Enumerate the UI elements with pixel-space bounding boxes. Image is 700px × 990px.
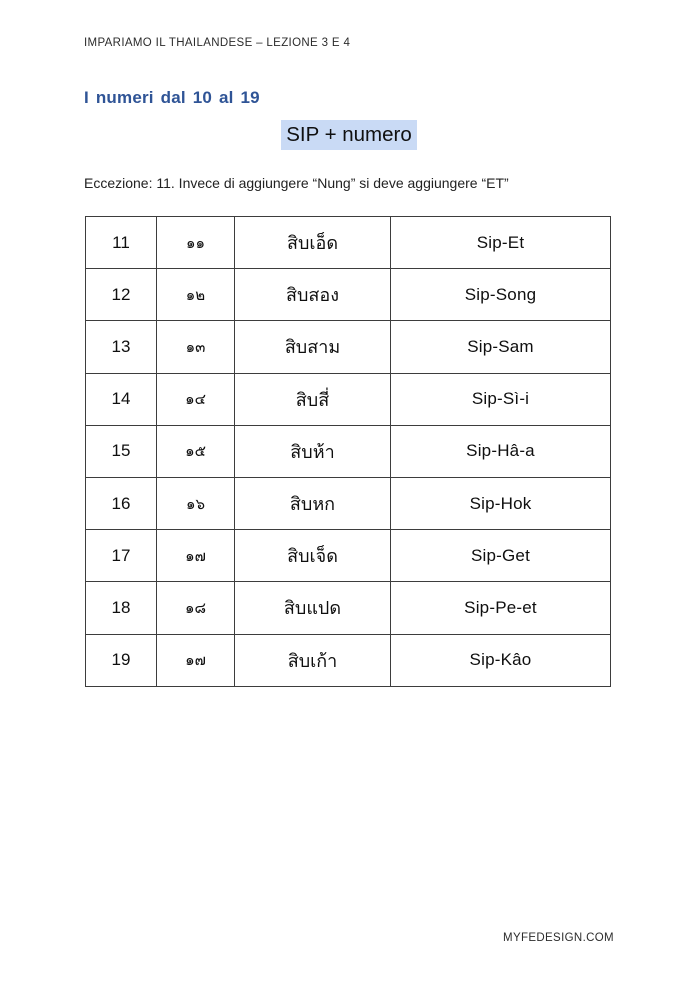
cell-thai-numeral: ๑๑ xyxy=(157,217,235,269)
table-row xyxy=(86,321,611,373)
table-row xyxy=(86,477,611,529)
cell-thai-numeral: ๑๓ xyxy=(157,321,235,373)
cell-thai-script: สิบแปด xyxy=(235,582,391,634)
document-footer: MYFEDESIGN.COM xyxy=(503,932,614,944)
cell-thai-numeral: ๑๗ xyxy=(157,530,235,582)
cell-thai-numeral: ๑๔ xyxy=(157,373,235,425)
section-title: I numeri dal 10 al 19 xyxy=(84,88,260,107)
table-row xyxy=(86,217,611,269)
cell-arabic-number: 18 xyxy=(86,582,157,634)
exception-note: Eccezione: 11. Invece di aggiungere “Nung” si deve aggiungere “ET” xyxy=(84,175,509,191)
table-row xyxy=(86,425,611,477)
cell-transliteration: Sip-Hâ-a xyxy=(391,425,611,477)
cell-thai-script: สิบสาม xyxy=(235,321,391,373)
cell-transliteration: Sip-Sì-i xyxy=(391,373,611,425)
cell-arabic-number: 19 xyxy=(86,634,157,686)
cell-thai-script: สิบหก xyxy=(235,477,391,529)
cell-arabic-number: 11 xyxy=(86,217,157,269)
table-row xyxy=(86,269,611,321)
cell-arabic-number: 14 xyxy=(86,373,157,425)
cell-thai-script: สิบสี่ xyxy=(235,373,391,425)
cell-thai-script: สิบห้า xyxy=(235,425,391,477)
thai-numbers-table xyxy=(85,216,611,687)
formula-line xyxy=(84,123,614,147)
cell-arabic-number: 15 xyxy=(86,425,157,477)
cell-arabic-number: 12 xyxy=(86,269,157,321)
cell-thai-script: สิบสอง xyxy=(235,269,391,321)
cell-arabic-number: 17 xyxy=(86,530,157,582)
cell-transliteration: Sip-Sam xyxy=(391,321,611,373)
cell-thai-numeral: ๑๖ xyxy=(157,477,235,529)
formula-highlighted-text: SIP + numero xyxy=(281,120,417,150)
cell-thai-script: สิบเจ็ด xyxy=(235,530,391,582)
table-row xyxy=(86,634,611,686)
cell-thai-numeral: ๑๘ xyxy=(157,582,235,634)
cell-transliteration: Sip-Et xyxy=(391,217,611,269)
cell-thai-numeral: ๑๕ xyxy=(157,425,235,477)
cell-arabic-number: 13 xyxy=(86,321,157,373)
cell-thai-numeral: ๑๗ xyxy=(157,634,235,686)
cell-thai-numeral: ๑๒ xyxy=(157,269,235,321)
table-body xyxy=(86,217,611,687)
table-row xyxy=(86,373,611,425)
cell-thai-script: สิบเอ็ด xyxy=(235,217,391,269)
table-row xyxy=(86,582,611,634)
table-row xyxy=(86,530,611,582)
cell-transliteration: Sip-Song xyxy=(391,269,611,321)
cell-arabic-number: 16 xyxy=(86,477,157,529)
cell-transliteration: Sip-Hok xyxy=(391,477,611,529)
cell-thai-script: สิบเก้า xyxy=(235,634,391,686)
document-header: IMPARIAMO IL THAILANDESE – LEZIONE 3 E 4 xyxy=(84,37,351,49)
cell-transliteration: Sip-Pe-et xyxy=(391,582,611,634)
cell-transliteration: Sip-Kâo xyxy=(391,634,611,686)
cell-transliteration: Sip-Get xyxy=(391,530,611,582)
